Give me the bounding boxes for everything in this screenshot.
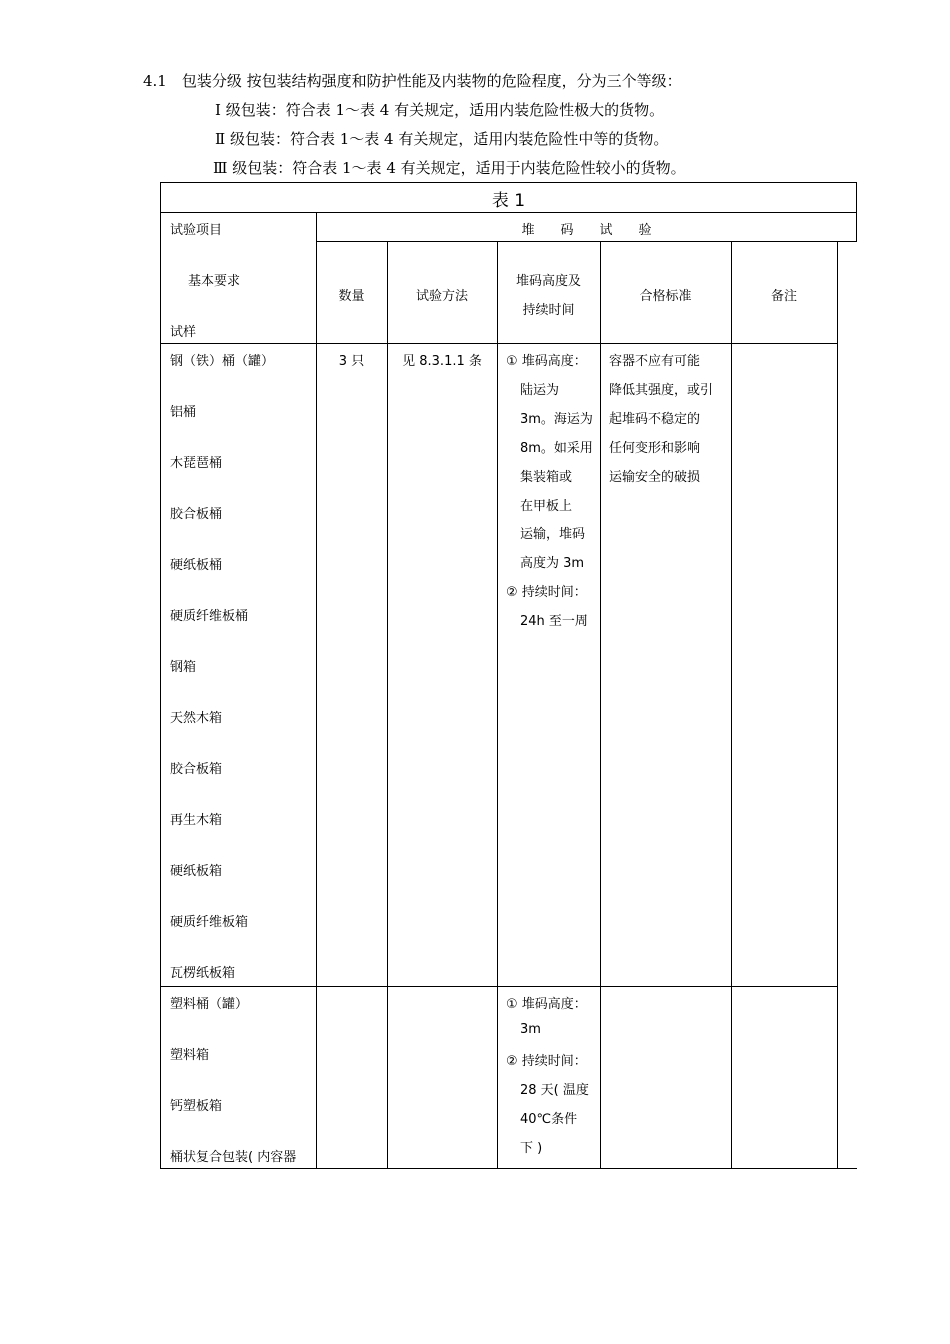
cell-line: 24h 至一周 <box>520 614 588 630</box>
cell-line: 40℃条件 <box>520 1111 578 1127</box>
header-pass-standard: 合格标准 <box>639 289 692 304</box>
cell-line: 3m。海运为 <box>520 411 593 427</box>
cell-line: 铝桶 <box>170 405 197 420</box>
cell-line: 天然木箱 <box>170 711 223 726</box>
col-height-rule <box>600 241 601 1169</box>
cell-line: 任何变形和影响 <box>609 440 701 456</box>
cell-line: 8m。如采用 <box>520 440 593 456</box>
col-standard-rule <box>731 241 732 1169</box>
cell-line: 胶合板桶 <box>170 507 223 522</box>
header-remarks: 备注 <box>770 289 797 304</box>
cell-line: ② 持续时间： <box>506 585 587 601</box>
cell-line: 集装箱或 <box>520 469 573 485</box>
cell-line: 高度为 3m <box>520 556 585 572</box>
cell-line: 钙塑板箱 <box>170 1099 223 1114</box>
intro-line-3: Ⅱ 级包装：符合表 1～表 4 有关规定，适用内装危险性中等的货物。 <box>215 130 669 148</box>
header-quantity: 数量 <box>338 289 365 304</box>
table-title-bottom-rule <box>160 212 857 213</box>
cell-line: 在甲板上 <box>520 498 573 514</box>
header-basic-requirement: 基本要求 <box>188 274 241 289</box>
cell-line: 陆运为 <box>520 382 560 398</box>
cell-line: 塑料桶（罐） <box>170 997 249 1012</box>
cell-line: 硬纸板箱 <box>170 864 223 879</box>
row-1-method: 见 8.3.1.1 条 <box>402 354 482 369</box>
header-stack-height-line-2: 持续时间 <box>522 303 575 318</box>
cell-line: 钢箱 <box>170 660 197 675</box>
cell-line: ② 持续时间： <box>506 1054 587 1070</box>
header-stacking-test: 堆 码 试 验 <box>521 223 652 238</box>
table-title: 表 1 <box>491 191 526 211</box>
cell-line: 硬纸板桶 <box>170 558 223 573</box>
cell-line: 3m <box>520 1021 541 1037</box>
row-1-quantity: 3 只 <box>338 354 365 369</box>
cell-line: 桶状复合包装( 内容器 <box>170 1150 297 1165</box>
col-method-rule <box>497 241 498 1169</box>
cell-line: 再生木箱 <box>170 813 223 828</box>
header-sample: 试样 <box>170 325 197 340</box>
cell-line: ① 堆码高度： <box>506 997 587 1012</box>
col-note-rule <box>837 241 838 1169</box>
cell-line: 下 ) <box>520 1140 543 1156</box>
cell-line: 塑料箱 <box>170 1048 210 1063</box>
cell-line: 运输，堆码 <box>520 527 586 543</box>
cell-line: 运输安全的破损 <box>609 469 701 485</box>
cell-line: 硬质纤维板箱 <box>170 915 249 930</box>
cell-line: 瓦楞纸板箱 <box>170 966 236 981</box>
cell-line: 容器不应有可能 <box>609 354 701 369</box>
header-test-method: 试验方法 <box>415 289 468 304</box>
col-qty-rule <box>387 241 388 1169</box>
header-group-bottom-rule <box>316 241 857 242</box>
cell-line: 钢（铁）桶（罐） <box>170 354 275 369</box>
cell-line: 硬质纤维板桶 <box>170 609 249 624</box>
cell-line: 胶合板箱 <box>170 762 223 777</box>
cell-line: ① 堆码高度： <box>506 354 587 369</box>
header-stack-height-line-1: 堆码高度及 <box>515 274 581 289</box>
row-1-bottom-rule <box>160 986 837 987</box>
header-bottom-rule <box>160 343 837 344</box>
cell-line: 木琵琶桶 <box>170 456 223 471</box>
table-border-top <box>160 182 857 183</box>
intro-line-1: 4.1 包装分级 按包装结构强度和防护性能及内装物的危险程度，分为三个等级： <box>143 72 682 90</box>
cell-line: 降低其强度，或引 <box>609 382 714 398</box>
header-item-label: 试验项目 <box>170 223 223 238</box>
intro-line-4: Ⅲ 级包装：符合表 1～表 4 有关规定，适用于内装危险性较小的货物。 <box>213 159 686 177</box>
cell-line: 起堆码不稳定的 <box>609 411 701 427</box>
cell-line: 28 天( 温度 <box>520 1083 589 1099</box>
table-border-left <box>160 182 161 1169</box>
intro-line-2: Ⅰ 级包装：符合表 1～表 4 有关规定，适用内装危险性极大的货物。 <box>215 101 665 119</box>
table-bottom-rule <box>160 1168 857 1169</box>
